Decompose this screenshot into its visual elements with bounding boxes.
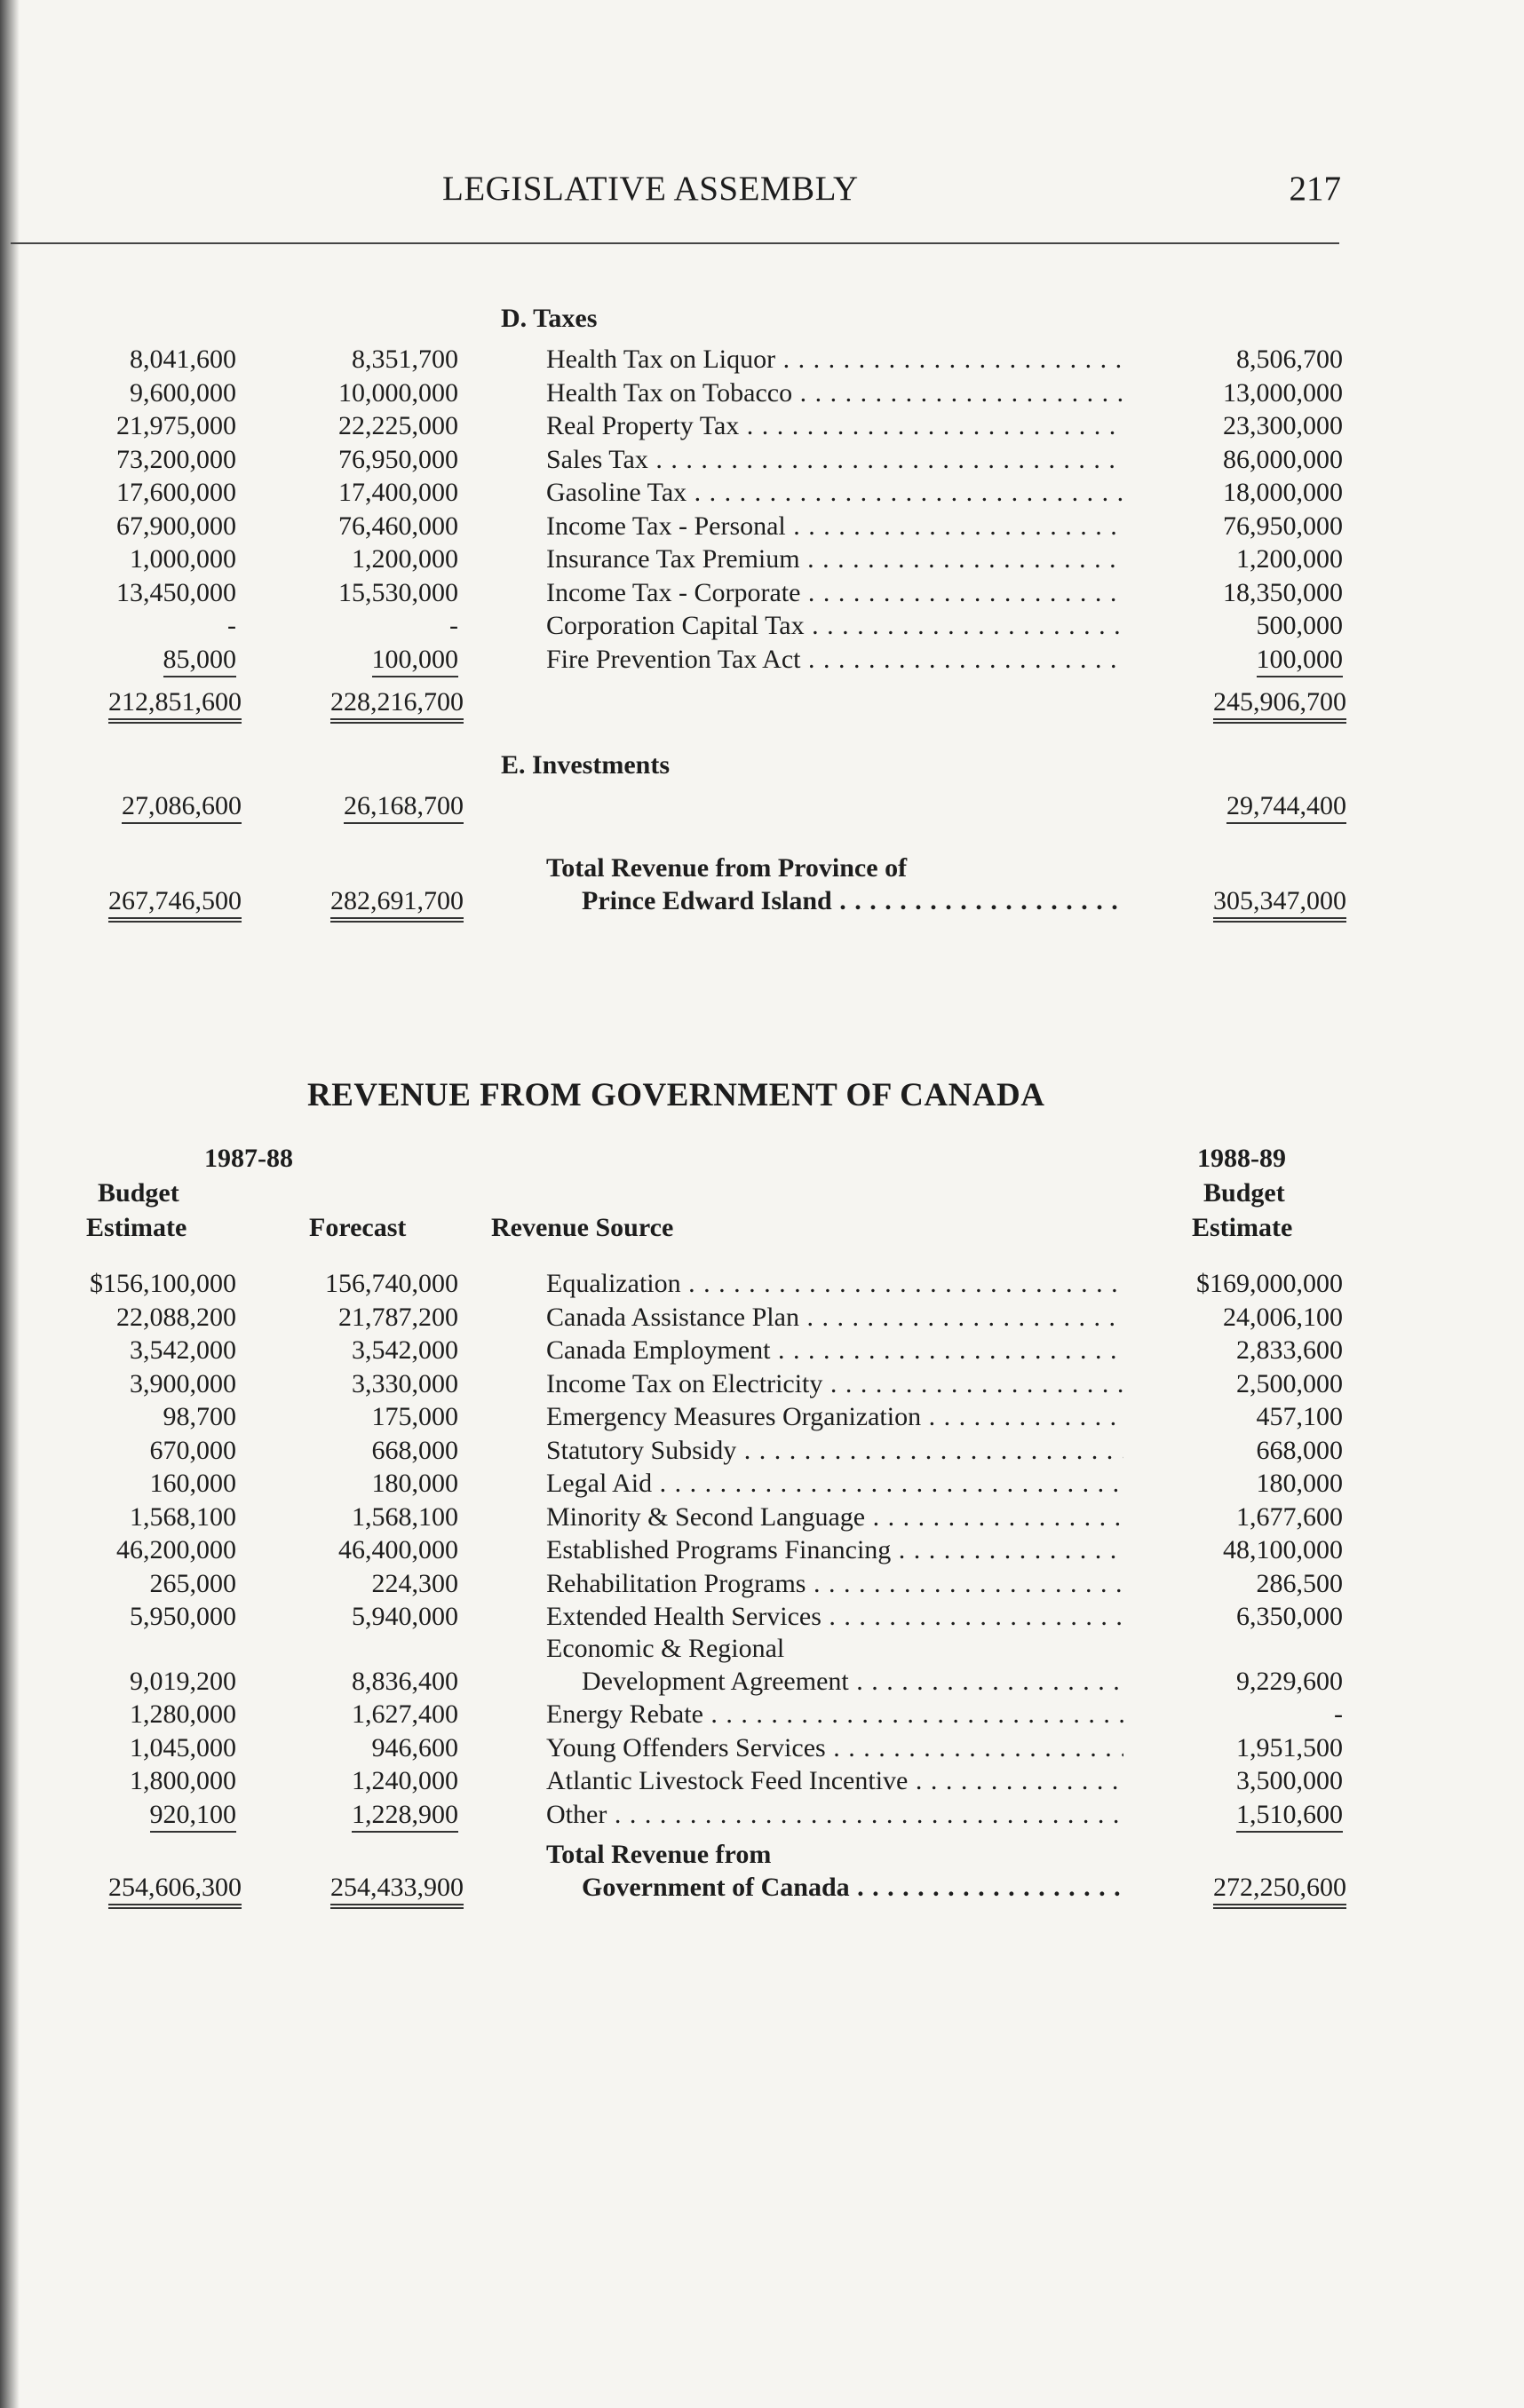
table-row [0, 576, 1524, 609]
forecast-cell: 1,200,000 [352, 544, 458, 574]
year-next-header: 1988-89 [1197, 1144, 1286, 1173]
row-label: Young Offenders Services . . . [546, 1731, 1123, 1764]
table-row [0, 1400, 1524, 1433]
row-label: Rehabilitation Programs . . . [546, 1567, 1123, 1600]
row-label: Atlantic Livestock Feed Incentive . . . [546, 1764, 1123, 1797]
estimate-cell: 6,350,000 [1236, 1602, 1343, 1631]
taxes-total-forecast: 228,216,700 [330, 685, 464, 724]
budget-cell: 17,600,000 [116, 478, 236, 507]
forecast-cell: 175,000 [371, 1402, 458, 1431]
table-row [0, 1334, 1524, 1366]
table-row [0, 376, 1524, 409]
canada-section-title: REVENUE FROM GOVERNMENT OF CANADA [307, 1077, 1045, 1113]
table-row [0, 1731, 1524, 1764]
taxes-total-budget: 212,851,600 [108, 685, 242, 724]
budget-cell: 46,200,000 [116, 1535, 236, 1564]
estimate-cell: 2,833,600 [1236, 1335, 1343, 1365]
budget-cell: 670,000 [149, 1435, 236, 1465]
table-row [0, 1764, 1524, 1797]
forecast-cell: 17,400,000 [338, 478, 458, 507]
forecast-cell: 76,460,000 [338, 511, 458, 541]
row-label: Established Programs Financing . . . [546, 1533, 1123, 1566]
row-label: Canada Employment . . . [546, 1334, 1123, 1366]
econ-budget: 9,019,200 [130, 1667, 236, 1696]
budget-cell: 85,000 [163, 643, 237, 677]
forecast-header: Forecast [309, 1213, 407, 1242]
page-number: 217 [1289, 170, 1341, 208]
budget-cell: 98,700 [163, 1402, 236, 1431]
province-total-budget: 267,746,500 [108, 884, 242, 923]
budget-cell: - [227, 611, 236, 640]
province-total-label-row1 [0, 852, 1524, 884]
table-row [0, 543, 1524, 575]
table-row [0, 476, 1524, 509]
row-label: Corporation Capital Tax . . . [546, 609, 1123, 642]
budget-cell: 160,000 [149, 1469, 236, 1498]
forecast-cell: - [449, 611, 458, 640]
table-row [0, 1600, 1524, 1633]
estimate-cell: 86,000,000 [1223, 444, 1343, 474]
estimate-cell: 76,950,000 [1223, 511, 1343, 541]
estimate-cell: 2,500,000 [1236, 1368, 1343, 1398]
investments-budget: 27,086,600 [122, 789, 242, 824]
estimate-cell: 1,510,600 [1236, 1798, 1343, 1833]
forecast-cell: 156,740,000 [325, 1269, 458, 1298]
estimate-cell: 1,677,600 [1236, 1501, 1343, 1532]
estimate-cell: 500,000 [1256, 611, 1343, 640]
table-row [0, 1367, 1524, 1400]
forecast-cell: 1,240,000 [352, 1766, 458, 1795]
estimate-cell: 457,100 [1256, 1402, 1343, 1431]
row-label: Health Tax on Tobacco . . . [546, 376, 1123, 409]
econ-forecast: 8,836,400 [352, 1667, 458, 1696]
budget-cell: $156,100,000 [90, 1269, 236, 1298]
canada-total-row [0, 1871, 1524, 1904]
row-label: Insurance Tax Premium . . . [546, 543, 1123, 575]
estimate-cell: 3,500,000 [1236, 1766, 1343, 1795]
forecast-cell: 21,787,200 [338, 1302, 458, 1332]
forecast-cell: 5,940,000 [352, 1602, 458, 1631]
taxes-total-estimate: 245,906,700 [1213, 685, 1346, 724]
table-row [0, 1533, 1524, 1566]
budget-cell: 3,900,000 [130, 1368, 236, 1398]
row-label: Sales Tax . . . [546, 443, 1123, 476]
province-total-label2: Prince Edward Island . . . [582, 884, 1123, 917]
canada-total-budget: 254,606,300 [108, 1871, 242, 1909]
table-row [0, 409, 1524, 442]
row-label: Legal Aid . . . [546, 1467, 1123, 1500]
next-estimate-header: Estimate [1192, 1213, 1293, 1242]
table-row [0, 443, 1524, 476]
forecast-cell: 946,600 [371, 1732, 458, 1762]
budget-cell: 8,041,600 [130, 345, 236, 374]
row-label: Income Tax on Electricity . . . [546, 1367, 1123, 1400]
estimate-cell: 286,500 [1256, 1568, 1343, 1598]
row-label: Equalization . . . [546, 1267, 1123, 1300]
estimate-cell: 1,951,500 [1236, 1732, 1343, 1762]
forecast-cell: 1,627,400 [352, 1699, 458, 1729]
forecast-cell: 46,400,000 [338, 1535, 458, 1564]
table-row [0, 1567, 1524, 1600]
estimate-cell: 24,006,100 [1223, 1302, 1343, 1332]
estimate-cell: 1,200,000 [1236, 544, 1343, 574]
table-row [0, 643, 1524, 676]
investments-heading: E. Investments [501, 750, 671, 780]
forecast-cell: 224,300 [371, 1568, 458, 1598]
row-label: Real Property Tax . . . [546, 409, 1123, 442]
row-label: Health Tax on Liquor . . . [546, 343, 1123, 376]
row-label: Other . . . [546, 1798, 1123, 1831]
budget-cell: 9,600,000 [130, 377, 236, 408]
row-label: Statutory Subsidy . . . [546, 1434, 1123, 1467]
estimate-cell: - [1334, 1699, 1343, 1729]
econ-row [0, 1665, 1524, 1698]
budget-cell: 21,975,000 [116, 411, 236, 440]
canada-total-estimate: 272,250,600 [1213, 1871, 1346, 1909]
row-label: Extended Health Services . . . [546, 1600, 1123, 1633]
budget-cell: 265,000 [149, 1568, 236, 1598]
investments-forecast: 26,168,700 [344, 789, 464, 824]
forecast-cell: 1,568,100 [352, 1501, 458, 1532]
forecast-cell: 76,950,000 [338, 444, 458, 474]
table-row [0, 1698, 1524, 1731]
table-row [0, 1434, 1524, 1467]
estimate-header: Estimate [86, 1213, 187, 1242]
estimate-cell: 8,506,700 [1236, 345, 1343, 374]
province-total-row [0, 884, 1524, 917]
table-row [0, 510, 1524, 543]
budget-cell: 920,100 [150, 1798, 237, 1833]
estimate-cell: 100,000 [1257, 643, 1344, 677]
budget-cell: 1,000,000 [130, 544, 236, 574]
table-row [0, 1501, 1524, 1533]
econ-estimate: 9,229,600 [1236, 1667, 1343, 1696]
taxes-heading: D. Taxes [501, 304, 598, 333]
budget-cell: 3,542,000 [130, 1335, 236, 1365]
row-label: Fire Prevention Tax Act . . . [546, 643, 1123, 676]
estimate-cell: 13,000,000 [1223, 377, 1343, 408]
econ-label2: Development Agreement . . . [582, 1665, 1123, 1698]
row-label: Minority & Second Language . . . [546, 1501, 1123, 1533]
next-budget-header: Budget [1203, 1178, 1285, 1208]
budget-cell: 73,200,000 [116, 444, 236, 474]
investments-estimate: 29,744,400 [1226, 789, 1346, 824]
econ-label-row [0, 1632, 1524, 1665]
row-label: Energy Rebate . . . [546, 1698, 1123, 1731]
header-rule [11, 242, 1339, 244]
table-row [0, 1798, 1524, 1831]
table-row [0, 1467, 1524, 1500]
estimate-cell: $169,000,000 [1196, 1269, 1343, 1298]
budget-cell: 5,950,000 [130, 1602, 236, 1631]
row-label: Income Tax - Personal . . . [546, 510, 1123, 543]
table-row [0, 343, 1524, 376]
estimate-cell: 48,100,000 [1223, 1535, 1343, 1564]
taxes-total-row [0, 685, 1524, 718]
budget-cell: 1,280,000 [130, 1699, 236, 1729]
forecast-cell: 3,330,000 [352, 1368, 458, 1398]
row-label: Income Tax - Corporate . . . [546, 576, 1123, 609]
forecast-cell: 22,225,000 [338, 411, 458, 440]
budget-cell: 1,568,100 [130, 1501, 236, 1532]
table-row [0, 609, 1524, 642]
estimate-cell: 18,000,000 [1223, 478, 1343, 507]
forecast-cell: 3,542,000 [352, 1335, 458, 1365]
estimate-cell: 18,350,000 [1223, 577, 1343, 607]
forecast-cell: 1,228,900 [352, 1798, 458, 1833]
canada-total-label2: Government of Canada . . . [582, 1871, 1123, 1904]
budget-cell: 13,450,000 [116, 577, 236, 607]
forecast-cell: 15,530,000 [338, 577, 458, 607]
revenue-source-header: Revenue Source [491, 1213, 674, 1242]
year-prev-header: 1987-88 [204, 1144, 293, 1173]
budget-cell: 22,088,200 [116, 1302, 236, 1332]
table-row [0, 1301, 1524, 1334]
canada-total-forecast: 254,433,900 [330, 1871, 464, 1909]
estimate-cell: 668,000 [1256, 1435, 1343, 1465]
row-label: Emergency Measures Organization . . . [546, 1400, 1123, 1433]
canada-total-label-row1 [0, 1838, 1524, 1871]
canada-total-label1: Total Revenue from [546, 1840, 772, 1869]
province-total-forecast: 282,691,700 [330, 884, 464, 923]
investments-row [0, 789, 1524, 822]
row-label: Canada Assistance Plan . . . [546, 1301, 1123, 1334]
forecast-cell: 10,000,000 [338, 377, 458, 408]
row-label: Gasoline Tax . . . [546, 476, 1123, 509]
estimate-cell: 180,000 [1256, 1469, 1343, 1498]
forecast-cell: 668,000 [371, 1435, 458, 1465]
forecast-cell: 8,351,700 [352, 345, 458, 374]
budget-cell: 67,900,000 [116, 511, 236, 541]
forecast-cell: 100,000 [372, 643, 459, 677]
province-total-label1: Total Revenue from Province of [546, 853, 908, 883]
page-title: LEGISLATIVE ASSEMBLY [442, 170, 859, 208]
page-header [0, 169, 1524, 213]
budget-cell: 1,045,000 [130, 1732, 236, 1762]
econ-label: Economic & Regional [546, 1634, 785, 1663]
table-row [0, 1267, 1524, 1300]
province-total-estimate: 305,347,000 [1213, 884, 1346, 923]
budget-cell: 1,800,000 [130, 1766, 236, 1795]
forecast-cell: 180,000 [371, 1469, 458, 1498]
budget-header: Budget [98, 1178, 179, 1208]
estimate-cell: 23,300,000 [1223, 411, 1343, 440]
